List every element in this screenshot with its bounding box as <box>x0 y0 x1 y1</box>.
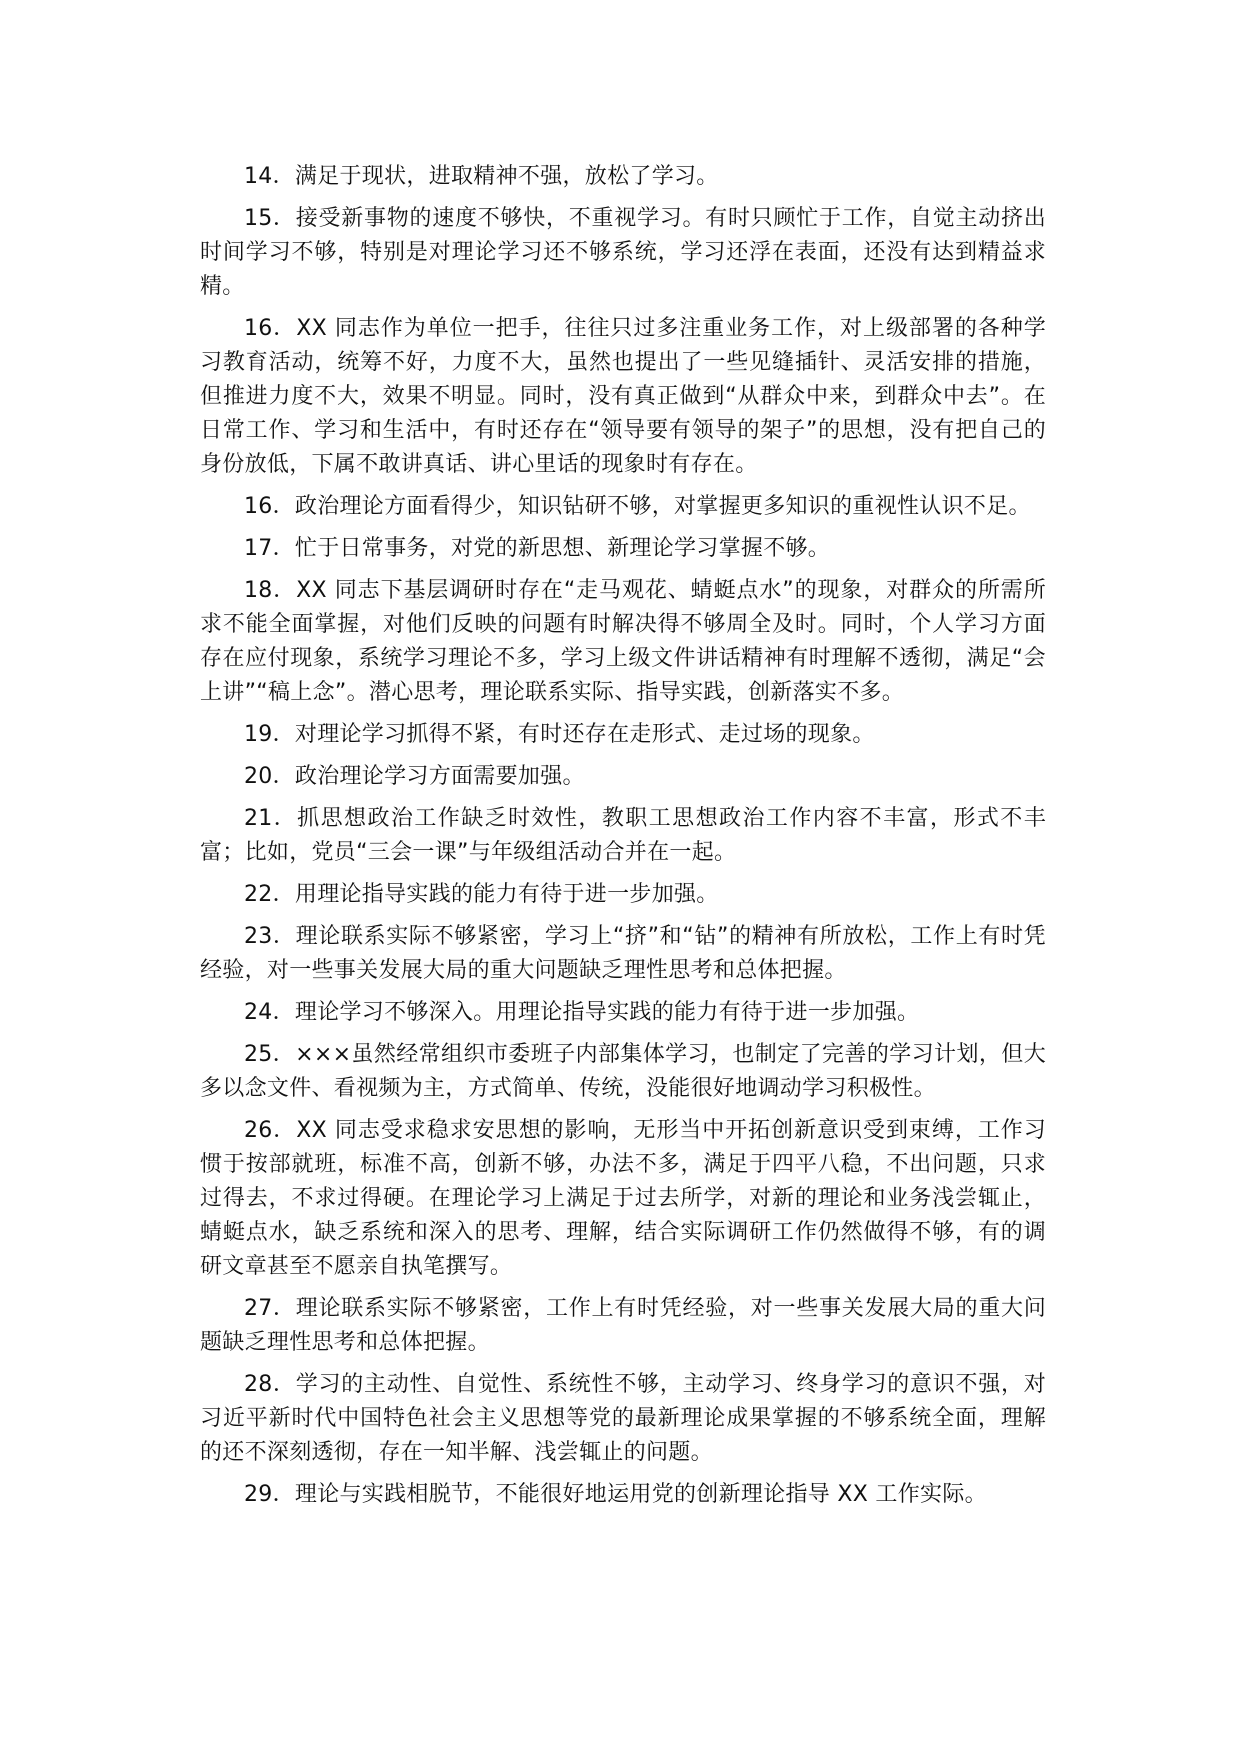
paragraph-item-23: 23．理论联系实际不够紧密，学习上“挤”和“钻”的精神有所放松，工作上有时凭经验，对一些事关发展大局的重大问题缺乏理性思考和总体把握。 <box>200 924 1046 983</box>
paragraph-item-19: 19．对理论学习抓得不紧，有时还存在走形式、走过场的现象。 <box>244 722 875 747</box>
paragraph-item-25: 25．×××虽然经常组织市委班子内部集体学习，也制定了完善的学习计划，但大多以念文件、看视频为主，方式简单、传统，没能很好地调动学习积极性。 <box>200 1042 1046 1101</box>
paragraph-item-18: 18．XX 同志下基层调研时存在“走马观花、蜻蜓点水”的现象，对群众的所需所求不能全面掌握，对他们反映的问题有时解决得不够周全及时。同时，个人学习方面存在应付现象，系统学习理论不多，学习上级文件讲话精神有时理解不透彻，满足“会上讲”“稿上念”。潜心思考，理论联系实际、指导实践，创新落实不多。 <box>200 578 1046 705</box>
paragraph-item-24: 24．理论学习不够深入。用理论指导实践的能力有待于进一步加强。 <box>244 1000 920 1025</box>
document-body <box>200 160 1046 1520</box>
paragraph-item-15: 15．接受新事物的速度不够快，不重视学习。有时只顾忙于工作，自觉主动挤出时间学习不够，特别是对理论学习还不够系统，学习还浮在表面，还没有达到精益求精。 <box>200 206 1046 299</box>
paragraph-item-22: 22．用理论指导实践的能力有待于进一步加强。 <box>244 882 719 907</box>
paragraph-item-16b: 16．政治理论方面看得少，知识钻研不够，对掌握更多知识的重视性认识不足。 <box>244 494 1031 519</box>
paragraph-item-14: 14．满足于现状，进取精神不强，放松了学习。 <box>244 164 719 189</box>
paragraph-item-20: 20．政治理论学习方面需要加强。 <box>244 764 585 789</box>
paragraph-item-21: 21．抓思想政治工作缺乏时效性，教职工思想政治工作内容不丰富，形式不丰富；比如，党员“三会一课”与年级组活动合并在一起。 <box>200 806 1046 865</box>
paragraph-item-28: 28．学习的主动性、自觉性、系统性不够，主动学习、终身学习的意识不强，对习近平新时代中国特色社会主义思想等党的最新理论成果掌握的不够系统全面，理解的还不深刻透彻，存在一知半解、浅尝辄止的问题。 <box>200 1372 1046 1465</box>
paragraph-item-17: 17．忙于日常事务，对党的新思想、新理论学习掌握不够。 <box>244 536 831 561</box>
paragraph-item-27: 27．理论联系实际不够紧密，工作上有时凭经验，对一些事关发展大局的重大问题缺乏理性思考和总体把握。 <box>200 1296 1046 1355</box>
paragraph-item-26: 26．XX 同志受求稳求安思想的影响，无形当中开拓创新意识受到束缚，工作习惯于按部就班，标准不高，创新不够，办法不多，满足于四平八稳，不出问题，只求过得去，不求过得硬。在理论学习上满足于过去所学，对新的理论和业务浅尝辄止，蜻蜓点水，缺乏系统和深入的思考、理解，结合实际调研工作仍然做得不够，有的调研文章甚至不愿亲自执笔撰写。 <box>200 1118 1046 1279</box>
paragraph-item-16a: 16．XX 同志作为单位一把手，往往只过多注重业务工作，对上级部署的各种学习教育活动，统筹不好，力度不大，虽然也提出了一些见缝插针、灵活安排的措施，但推进力度不大，效果不明显。同时，没有真正做到“从群众中来，到群众中去”。在日常工作、学习和生活中，有时还存在“领导要有领导的架子”的思想，没有把自己的身份放低，下属不敢讲真话、讲心里话的现象时有存在。 <box>200 316 1046 477</box>
paragraph-item-29: 29．理论与实践相脱节，不能很好地运用党的创新理论指导 XX 工作实际。 <box>244 1482 987 1507</box>
